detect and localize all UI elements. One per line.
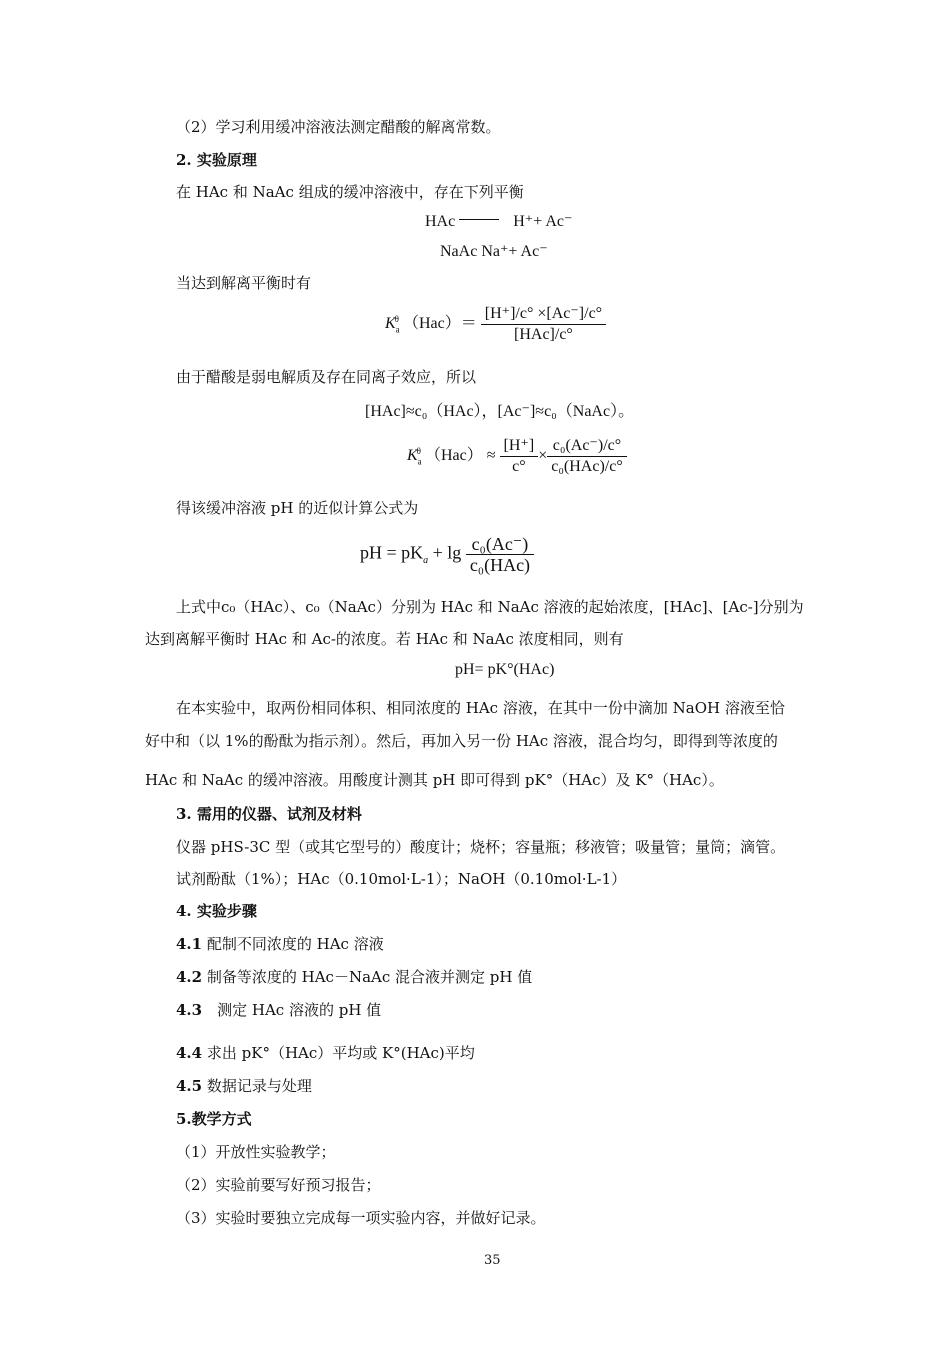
definitions-line-2: 达到离解平衡时 HAc 和 Ac-的浓度。若 HAc 和 NaAc 浓度相同，则有	[145, 630, 624, 648]
page-number: 35	[484, 1253, 501, 1268]
step-text: 配制不同浓度的 HAc 溶液	[202, 935, 384, 953]
teaching-item-2: （2）实验前要写好预习报告；	[176, 1176, 381, 1194]
step-number: 4.5	[176, 1077, 203, 1095]
ph-formula-lg: + lg	[428, 542, 462, 563]
ph-formula-intro: 得该缓冲溶液 pH 的近似计算公式为	[176, 499, 419, 517]
ph-denominator: c₀(HAc)	[469, 555, 531, 575]
ka-approx-label: （Hac） ≈	[424, 447, 496, 465]
ka-approx-num-1: [H⁺]	[500, 436, 539, 457]
ph-formula-left: pH = pK	[360, 542, 424, 563]
equilibrium-hac-right: H⁺+ Ac⁻	[513, 213, 573, 230]
ka-fraction	[481, 304, 606, 345]
equilibrium-hac-left: HAc	[425, 213, 456, 230]
step-text: 测定 HAc 溶液的 pH 值	[202, 1001, 382, 1019]
principle-paragraph: 在 HAc 和 NaAc 组成的缓冲溶液中，存在下列平衡	[176, 183, 524, 201]
equilibrium-naac: NaAc Na⁺+ Ac⁻	[440, 243, 548, 260]
ph-numerator: c₀(Ac⁻)	[466, 534, 534, 555]
method-line-3: HAc 和 NaAc 的缓冲溶液。用酸度计测其 pH 即可得到 pK°（HAc）及 K°（HAc）。	[145, 771, 724, 789]
step-number: 4.2	[176, 968, 203, 986]
step-4-1	[176, 933, 384, 955]
equilibrium-arrow-icon	[459, 219, 499, 220]
ka-label: （Hac）＝	[402, 315, 477, 333]
approximation-line: [HAc]≈c₀（HAc），[Ac⁻]≈c₀（NaAc）。	[365, 403, 635, 420]
section-heading-steps: 4. 实验步骤	[176, 902, 257, 920]
ph-fraction	[466, 534, 534, 575]
ph-formula: pH = $pK_a + \lg$ $\frac{\text{c₀(Ac⁻)}}{\text{c₀(HAc)}}$	[360, 534, 534, 575]
ka-denominator: [HAc]/c°	[514, 326, 573, 343]
equilibrium-hac	[425, 211, 572, 231]
step-4-3	[176, 999, 381, 1021]
reagents-line: 试剂酚酞（1%）；HAc（0.10mol·L-1）；NaOH（0.10mol·L-1）	[176, 870, 627, 888]
teaching-item-1: （1）开放性实验教学；	[176, 1143, 336, 1161]
ka-approx-num-2: c₀(Ac⁻)/c°	[547, 436, 627, 457]
equilibrium-statement: 当达到解离平衡时有	[176, 274, 312, 292]
step-text: 数据记录与处理	[202, 1077, 312, 1095]
ka-approx-fraction-1	[500, 436, 539, 477]
ph-equals-pka: pH= pK°(HAc)	[455, 661, 555, 678]
section-heading-materials: 3. 需用的仪器、试剂及材料	[176, 805, 362, 823]
method-line-1: 在本实验中，取两份相同体积、相同浓度的 HAc 溶液，在其中一份中滴加 NaOH 溶液至恰	[176, 699, 785, 717]
ka-formula: $K_a^\theta$ （Hac）＝ $\frac{[H^+]/c^\circ \times[Ac^-]/c^\circ}{\text{[HAc]/c°}}$	[385, 304, 606, 345]
step-number: 4.1	[176, 935, 203, 953]
step-text: 制备等浓度的 HAc－NaAc 混合液并测定 pH 值	[202, 968, 533, 986]
definitions-line-1: 上式中c₀（HAc）、c₀（NaAc）分别为 HAc 和 NaAc 溶液的起始浓度，[HAc]、[Ac-]分别为	[176, 598, 804, 616]
section-heading-principle: 2. 实验原理	[176, 151, 257, 169]
ka-approx-den-1: c°	[512, 458, 526, 475]
ka-approx-den-2: c₀(HAc)/c°	[551, 458, 623, 475]
section-heading-teaching: 5.教学方式	[176, 1110, 252, 1128]
ka-approx-formula: $K_a^\theta$ （Hac） ≈ $\frac{[H^+]}{c^\circ}$ × $\frac{\text{c₀(Ac⁻)/c°}}{\text{c₀(HAc)/c°}}$	[407, 436, 627, 477]
ka-numerator: [H⁺]/c° ×[Ac⁻]/c°	[481, 304, 606, 325]
step-number: 4.3	[176, 1001, 203, 1019]
step-text: 求出 pK°（HAc）平均或 K°(HAc)平均	[202, 1044, 475, 1062]
step-4-4	[176, 1042, 475, 1064]
instruments-line: 仪器 pHS-3C 型（或其它型号的）酸度计；烧杯；容量瓶；移液管；吸量管；量筒；滴管。	[176, 838, 786, 856]
step-4-5	[176, 1075, 312, 1097]
ka-approx-fraction-2	[547, 436, 627, 477]
weak-acid-statement: 由于醋酸是弱电解质及存在同离子效应，所以	[176, 368, 477, 386]
objective-2: （2）学习利用缓冲溶液法测定醋酸的解离常数。	[176, 118, 501, 136]
teaching-item-3: （3）实验时要独立完成每一项实验内容，并做好记录。	[176, 1209, 546, 1227]
step-4-2	[176, 966, 532, 988]
method-line-2: 好中和（以 1%的酚酞为指示剂）。然后，再加入另一份 HAc 溶液，混合均匀，即得到等浓度的	[145, 732, 778, 750]
step-number: 4.4	[176, 1044, 203, 1062]
